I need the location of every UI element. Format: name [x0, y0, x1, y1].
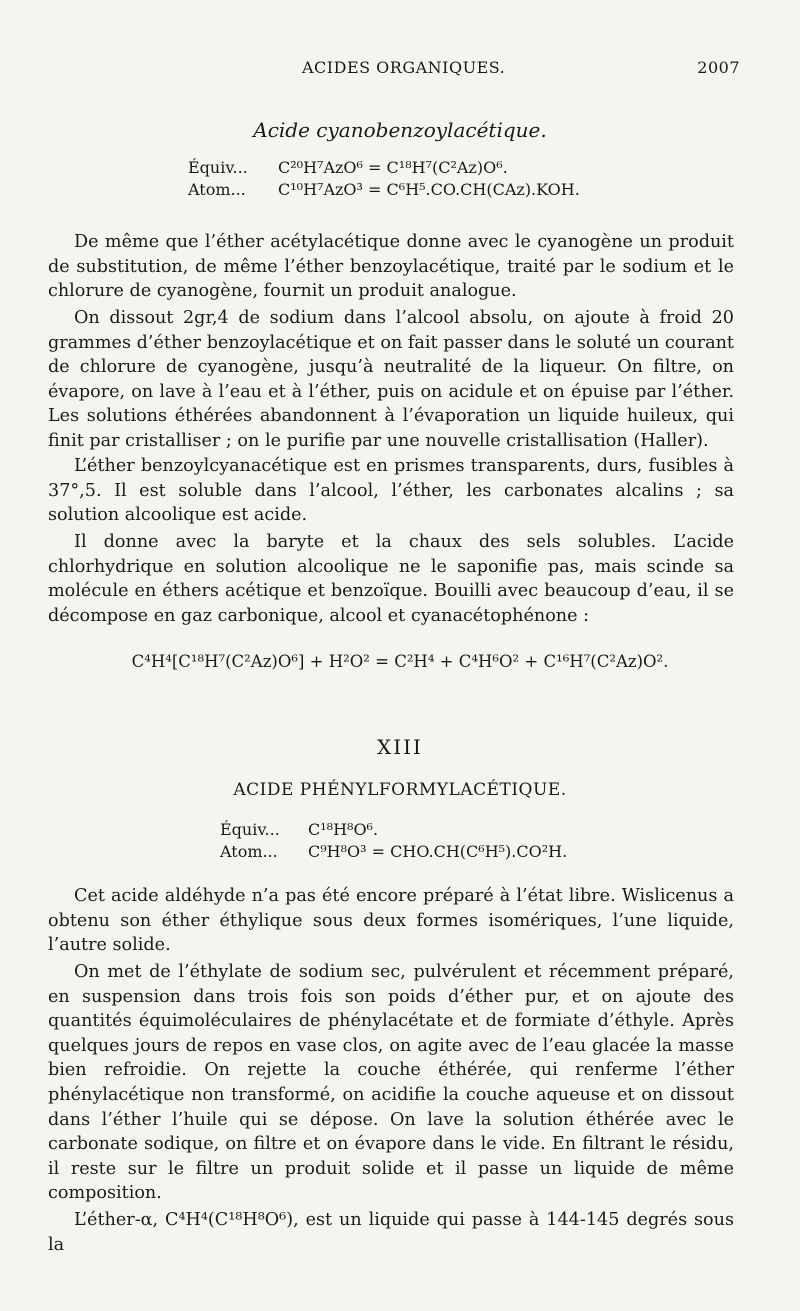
formula-atom-value: C⁹H⁸O³ = CHO.CH(C⁶H⁵).CO²H. [308, 842, 568, 861]
section-number: XIII [377, 735, 423, 759]
paragraph: L’éther benzoylcyanacétique est en prismes transparents, durs, fusibles à 37°,5. Il est soluble dans l’alcool, l’éther, les carbonates alcalins ; sa solution alcoolique est acide. [48, 456, 734, 526]
paragraph: L’éther-α, C⁴H⁴(C¹⁸H⁸O⁶), est un liquide qui passe à 144-145 degrés sous la [48, 1210, 734, 1255]
formula-equiv-label: Équiv... [220, 820, 280, 839]
formula-atom [188, 180, 580, 199]
formula-atom-value: C¹⁰H⁷AzO³ = C⁶H⁵.CO.CH(CAz).KOH. [278, 180, 580, 199]
paragraph: On met de l’éthylate de sodium sec, pulvérulent et récemment préparé, en suspension dans trois fois son poids d’éther pur, et on ajoute des quantités équimoléculaires de phénylacétate et de formiate d’éthyle. Après quelques jours de repos en vase clos, on agite avec de l’eau glacée la masse bien refroidie. On rejette la couche éthérée, qui renferme l’éther phénylacétique non transformé, on acidifie la couche aqueuse et on dissout dans l’éther l’huile qui se dépose. On lave la solution éthérée avec le carbonate sodique, on filtre et on évapore dans le vide. En filtrant le résidu, il reste sur le filtre un produit solide et il passe un liquide de même composition. [48, 962, 734, 1204]
running-title: ACIDES ORGANIQUES. [302, 58, 506, 77]
paragraph: De même que l’éther acétylacétique donne avec le cyanogène un produit de substitution, de même l’éther benzoylacétique, traité par le sodium et le chlorure de cyanogène, fournit un produit analogue. [48, 232, 734, 302]
formula-atom-label: Atom... [220, 842, 278, 861]
section-title-cyanobenzoylacetique: Acide cyanobenzoylacétique. [253, 118, 547, 142]
paragraph: On dissout 2gr,4 de sodium dans l’alcool absolu, on ajoute à froid 20 grammes d’éther benzoylacétique et on fait passer dans le soluté un courant de chlorure de cyanogène, jusqu’à neutralité de la liqueur. On filtre, on évapore, on lave à l’eau et à l’éther, puis on acidule et on épuise par l’éther. Les solutions éthérées abandonnent à l’évaporation un liquide huileux, qui finit par cristalliser ; on le purifie par une nouvelle cristallisation (Haller). [48, 308, 734, 451]
formula-equiv-value: C¹⁸H⁸O⁶. [308, 820, 379, 839]
paragraph: Il donne avec la baryte et la chaux des sels solubles. L’acide chlorhydrique en solution alcoolique ne le saponifie pas, mais scinde sa molécule en éthers acétique et benzoïque. Bouilli avec beaucoup d’eau, il se décompose en gaz carbonique, alcool et cyanacétophénone : [48, 532, 734, 626]
formula-equiv-label: Équiv... [188, 158, 248, 177]
formula-atom [220, 842, 567, 861]
page-header [40, 58, 740, 82]
reaction-equation: C⁴H⁴[C¹⁸H⁷(C²Az)O⁶] + H²O² = C²H⁴ + C⁴H⁶O² + C¹⁶H⁷(C²Az)O². [131, 652, 669, 671]
section-title-phenylformylacetique: ACIDE PHÉNYLFORMYLACÉTIQUE. [233, 780, 567, 800]
page-number: 2007 [697, 58, 740, 77]
formula-equiv-value: C²⁰H⁷AzO⁶ = C¹⁸H⁷(C²Az)O⁶. [278, 158, 508, 177]
formula-equiv [188, 158, 508, 177]
paragraph: Cet acide aldéhyde n’a pas été encore préparé à l’état libre. Wislicenus a obtenu son éther éthylique sous deux formes isomériques, l’une liquide, l’autre solide. [48, 886, 734, 956]
formula-equiv [220, 820, 378, 839]
formula-atom-label: Atom... [188, 180, 246, 199]
